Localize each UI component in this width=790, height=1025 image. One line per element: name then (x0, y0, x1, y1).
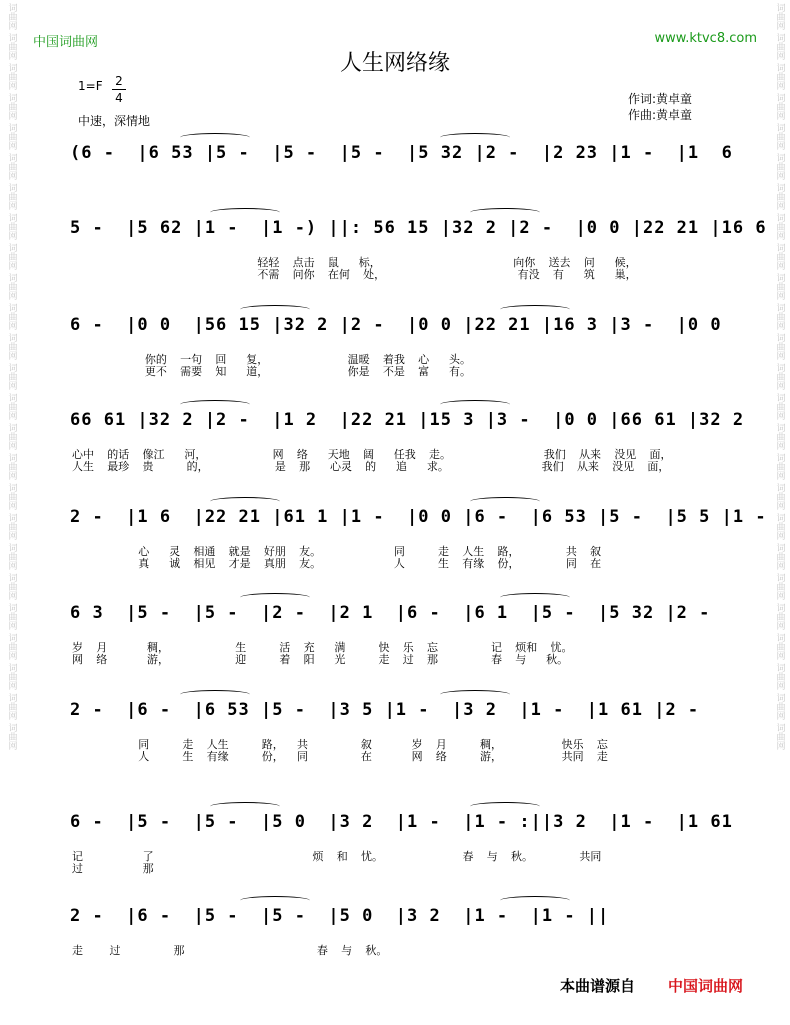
margin-watermark: 词曲网 (774, 453, 785, 480)
margin-watermark: 词曲网 (6, 453, 17, 480)
notation-line: (6 - |6 53 |5 - |5 - |5 - |5 32 |2 - |2 23 |1 - |1 6 (70, 143, 733, 163)
margin-watermark: 词曲网 (6, 333, 17, 360)
site-name-top-left[interactable]: 中国词曲网 (33, 35, 99, 50)
margin-watermark: 词曲网 (774, 123, 785, 150)
margin-watermark: 词曲网 (774, 573, 785, 600)
meter-bottom: 4 (115, 91, 123, 105)
notation-line: 2 - |6 - |5 - |5 - |5 0 |3 2 |1 - |1 - || (70, 906, 610, 926)
margin-watermark: 词曲网 (774, 513, 785, 540)
score-line (0, 218, 790, 313)
margin-watermark: 词曲网 (774, 543, 785, 570)
score-line (0, 603, 790, 698)
source-site-link[interactable]: 中国词曲网 (668, 977, 744, 995)
margin-watermark: 词曲网 (774, 423, 785, 450)
margin-watermark: 词曲网 (6, 3, 17, 30)
lyric-line: 真 诚 相见 才是 真朋 友。 人 生 有缘 份， 同 在 (72, 557, 602, 570)
notation-line: 6 3 |5 - |5 - |2 - |2 1 |6 - |6 1 |5 - |5 32 |2 - (70, 603, 711, 623)
margin-watermark: 词曲网 (774, 483, 785, 510)
margin-watermark: 词曲网 (774, 633, 785, 660)
margin-watermark: 词曲网 (6, 693, 17, 720)
margin-watermark: 词曲网 (6, 213, 17, 240)
meter-top: 2 (115, 74, 123, 88)
lyric-line: 记 了 烦 和 忧。 春 与 秋。 共同 (72, 850, 602, 863)
tempo-marking: 中速，深情地 (78, 114, 151, 128)
score-line (0, 507, 790, 602)
margin-watermark: 词曲网 (6, 573, 17, 600)
margin-watermark: 词曲网 (774, 93, 785, 120)
score-line (0, 410, 790, 505)
notation-line: 2 - |1 6 |22 21 |61 1 |1 - |0 0 |6 - |6 53 |5 - |5 5 |1 - (70, 507, 767, 527)
margin-watermark: 词曲网 (6, 423, 17, 450)
lyric-line: 岁 月 稠， 生 活 充 满 快 乐 忘 记 烦和 忧。 (72, 641, 573, 654)
margin-watermark: 词曲网 (6, 123, 17, 150)
slur-mark (440, 133, 510, 142)
margin-watermark: 词曲网 (774, 303, 785, 330)
slur-mark (500, 593, 570, 602)
margin-watermark: 词曲网 (774, 213, 785, 240)
margin-watermark: 词曲网 (774, 183, 785, 210)
margin-watermark: 词曲网 (6, 663, 17, 690)
margin-watermark: 词曲网 (6, 633, 17, 660)
margin-watermark: 词曲网 (6, 483, 17, 510)
margin-watermark: 词曲网 (774, 33, 785, 60)
margin-watermark: 词曲网 (774, 333, 785, 360)
slur-mark (470, 208, 540, 217)
composer-credit: 作曲:黄卓童 (628, 108, 693, 122)
margin-watermark: 词曲网 (6, 513, 17, 540)
margin-watermark: 词曲网 (6, 273, 17, 300)
margin-watermark: 词曲网 (6, 303, 17, 330)
notation-line: 5 - |5 62 |1 - |1 -) ||: 56 15 |32 2 |2 - |0 0 |22 21 |16 6 (70, 218, 767, 238)
lyric-line: 你的 一句 回 复， 温暖 着我 心 头。 (72, 353, 472, 366)
slur-mark (180, 690, 250, 699)
slur-mark (210, 497, 280, 506)
margin-watermark: 词曲网 (774, 63, 785, 90)
lyric-line: 不需 问你 在何 处， 有没 有 筑 巢， (72, 268, 637, 281)
margin-watermark: 词曲网 (6, 723, 17, 750)
source-label: 本曲谱源自 (560, 977, 636, 995)
site-url-top-right[interactable]: www.ktvc8.com (654, 31, 757, 46)
notation-line: 6 - |5 - |5 - |5 0 |3 2 |1 - |1 - :||3 2 |1 - |1 61 (70, 812, 733, 832)
lyric-line: 网 络 游， 迎 着 阳 光 走 过 那 春 与 秋。 (72, 653, 569, 666)
time-signature (112, 74, 126, 105)
notation-line: 66 61 |32 2 |2 - |1 2 |22 21 |15 3 |3 - |0 0 |66 61 |32 2 (70, 410, 745, 430)
slur-mark (180, 400, 250, 409)
margin-watermark: 词曲网 (6, 393, 17, 420)
score-line (0, 315, 790, 410)
score-line (0, 812, 790, 907)
song-title: 人生网络缘 (339, 51, 450, 76)
slur-mark (210, 208, 280, 217)
slur-mark (210, 802, 280, 811)
slur-mark (440, 690, 510, 699)
lyric-line: 心中 的话 像江 河， 网 络 天地 阔 任我 走。 我们 从来 没见 面， (72, 448, 672, 461)
slur-mark (470, 802, 540, 811)
margin-watermark: 词曲网 (774, 663, 785, 690)
lyric-line: 更不 需要 知 道， 你是 不是 富 有。 (72, 365, 472, 378)
margin-watermark: 词曲网 (6, 243, 17, 270)
lyric-line: 走 过 那 春 与 秋。 (72, 944, 388, 957)
margin-watermark: 词曲网 (6, 63, 17, 90)
margin-watermark: 词曲网 (774, 3, 785, 30)
lyricist-credit: 作词:黄卓童 (628, 92, 693, 106)
lyric-line: 人 生 有缘 份， 同 在 网 络 游， 共同 走 (72, 750, 608, 763)
slur-mark (180, 133, 250, 142)
margin-watermark: 词曲网 (6, 543, 17, 570)
margin-watermark: 词曲网 (6, 33, 17, 60)
margin-watermark: 词曲网 (6, 363, 17, 390)
slur-mark (500, 305, 570, 314)
margin-watermark: 词曲网 (774, 243, 785, 270)
slur-mark (470, 497, 540, 506)
lyric-line: 心 灵 相通 就是 好朋 友。 同 走 人生 路， 共 叙 (72, 545, 602, 558)
lyric-line: 过 那 (72, 862, 154, 875)
margin-watermark: 词曲网 (774, 273, 785, 300)
margin-watermark: 词曲网 (6, 93, 17, 120)
margin-watermark: 词曲网 (6, 183, 17, 210)
slur-mark (440, 400, 510, 409)
margin-watermark: 词曲网 (774, 693, 785, 720)
notation-line: 6 - |0 0 |56 15 |32 2 |2 - |0 0 |22 21 |16 3 |3 - |0 0 (70, 315, 722, 335)
margin-watermark: 词曲网 (774, 603, 785, 630)
slur-mark (240, 305, 310, 314)
lyric-line: 人生 最珍 贵 的， 是 那 心灵 的 追 求。 我们 从来 没见 面， (72, 460, 670, 473)
margin-watermark: 词曲网 (6, 603, 17, 630)
margin-watermark: 词曲网 (6, 153, 17, 180)
margin-watermark: 词曲网 (774, 723, 785, 750)
margin-watermark: 词曲网 (774, 393, 785, 420)
slur-mark (240, 896, 310, 905)
key-signature: 1=F (78, 79, 103, 93)
lyric-line: 同 走 人生 路， 共 叙 岁 月 稠， 快乐 忘 (72, 738, 608, 751)
lyric-line: 轻轻 点击 鼠 标， 向你 送去 问 候， (72, 256, 637, 269)
score-line (0, 700, 790, 795)
margin-watermark: 词曲网 (774, 363, 785, 390)
slur-mark (500, 896, 570, 905)
slur-mark (240, 593, 310, 602)
margin-watermark: 词曲网 (774, 153, 785, 180)
notation-line: 2 - |6 - |6 53 |5 - |3 5 |1 - |3 2 |1 - |1 61 |2 - (70, 700, 700, 720)
